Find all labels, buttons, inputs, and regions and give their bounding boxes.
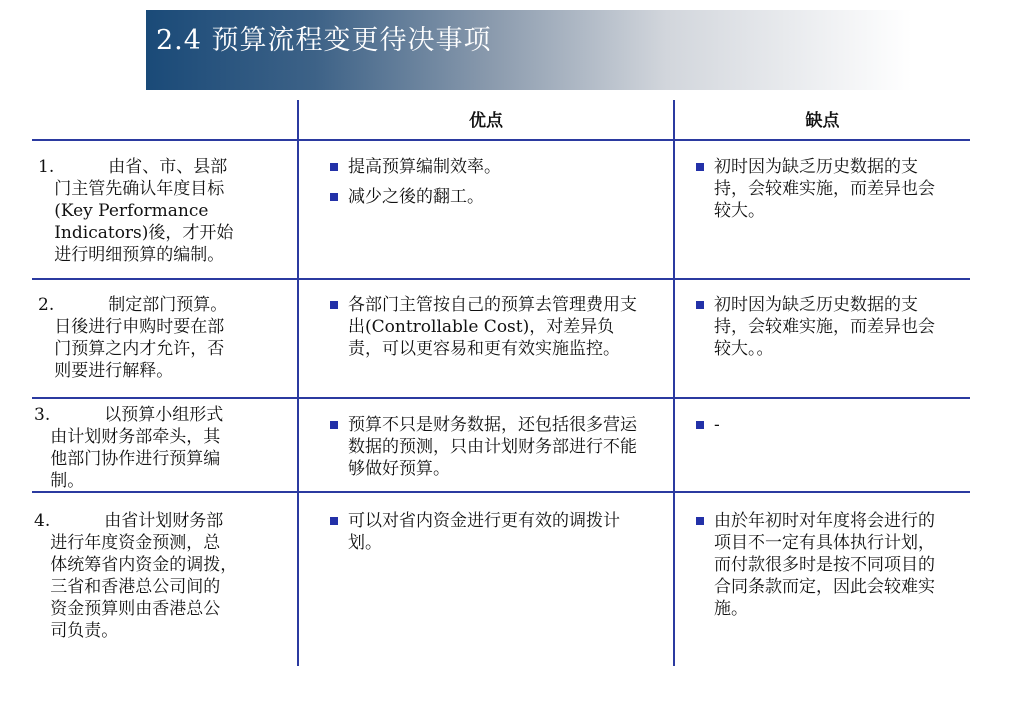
list-item: 减少之後的翻工。 — [328, 186, 646, 208]
bullet-icon — [330, 421, 338, 429]
cons-header: 缺点 — [805, 111, 840, 131]
list-item: - — [694, 414, 949, 436]
column-divider-2 — [673, 100, 675, 666]
row-3-cons — [694, 414, 949, 444]
row-4-cons — [694, 510, 949, 628]
bullet-icon — [330, 301, 338, 309]
row-divider-1 — [32, 278, 970, 280]
bullet-icon — [696, 301, 704, 309]
list-item: 提高预算编制效率。 — [328, 156, 646, 178]
bullet-icon — [330, 517, 338, 525]
row-1-item: 1. 由省、市、县部 门主管先确认年度目标 (Key Performance Indicators)後，才开始 进行明细预算的编制。 — [38, 157, 234, 265]
bullet-icon — [330, 163, 338, 171]
row-1-pros — [328, 156, 646, 216]
bullet-icon — [330, 193, 338, 201]
list-item: 可以对省内资金进行更有效的调拨计划。 — [328, 510, 646, 554]
row-4-item: 4. 由省计划财务部 进行年度资金预测，总 体统筹省内资金的调拨， 三省和香港总公司间的 资金预算则由香港总公 司负责。 — [34, 511, 238, 641]
list-item: 初时因为缺乏历史数据的支持，会较难实施，而差异也会较大。 — [694, 156, 949, 222]
bullet-icon — [696, 421, 704, 429]
row-4-pros — [328, 510, 646, 562]
row-2-cons — [694, 294, 949, 368]
column-divider-1 — [297, 100, 299, 666]
title-banner — [146, 10, 912, 90]
header-row-divider — [32, 139, 970, 141]
row-2-item: 2. 制定部门预算。 日後进行申购时要在部 门预算之内才允许，否 则要进行解释。 — [38, 295, 228, 381]
bullet-icon — [696, 517, 704, 525]
list-item: 预算不只是财务数据，还包括很多营运数据的预测，只由计划财务部进行不能够做好预算。 — [328, 414, 646, 480]
row-3-item: 3. 以预算小组形式 由计划财务部牵头，其 他部门协作进行预算编 制。 — [34, 405, 224, 491]
list-item: 由於年初时对年度将会进行的项目不一定有具体执行计划，而付款很多时是按不同项目的合同条款而定，因此会较难实施。 — [694, 510, 949, 620]
row-2-pros — [328, 294, 646, 368]
bullet-icon — [696, 163, 704, 171]
row-3-pros — [328, 414, 646, 488]
list-item: 初时因为缺乏历史数据的支持，会较难实施，而差异也会较大。。 — [694, 294, 949, 360]
row-1-cons — [694, 156, 949, 230]
list-item: 各部门主管按自己的预算去管理费用支出(Controllable Cost)，对差异负责，可以更容易和更有效实施监控。 — [328, 294, 646, 360]
pros-header: 优点 — [469, 111, 503, 131]
page-title: 2.4 预算流程变更待决事项 — [156, 25, 492, 56]
row-divider-2 — [32, 397, 970, 399]
